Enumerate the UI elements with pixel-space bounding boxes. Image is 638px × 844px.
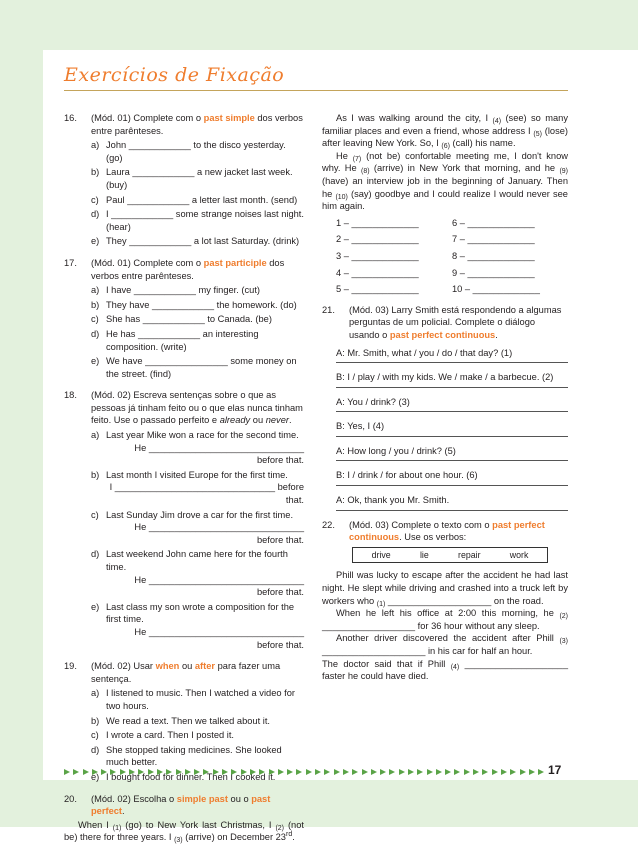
exercise-18 <box>64 389 304 651</box>
list-item <box>91 601 304 651</box>
arrow-icon <box>110 769 116 775</box>
arrow-icon <box>399 769 405 775</box>
exercise-21 <box>322 304 568 342</box>
title-rule <box>64 90 568 91</box>
answer-line <box>336 436 568 437</box>
story-text: (say) goodbye and I could realize I would never see him again. <box>322 188 568 212</box>
story-text: (arrive) in New York that morning, and he <box>369 163 560 174</box>
arrow-icon <box>520 769 526 775</box>
prompt-highlight: past perfect continuous <box>349 519 545 543</box>
item-text: Last month I visited Europe for the first time. <box>106 469 288 480</box>
story-text: __________________ for 36 hour without any sleep. <box>322 620 540 631</box>
exercise-number: 18. <box>64 390 77 401</box>
list-item <box>91 313 304 326</box>
exercise-20 <box>64 793 304 818</box>
arrow-icon <box>380 769 386 775</box>
list-item <box>91 328 304 353</box>
story-text: Another driver discovered the accident after Phill <box>336 633 560 644</box>
story-paragraph <box>322 658 568 683</box>
story-text: (call) his name. <box>449 138 516 149</box>
dialogue-line: A: Mr. Smith, what / you / do / that day? (1) <box>336 347 513 358</box>
prompt-highlight: simple past <box>176 793 228 804</box>
arrow-icon <box>334 769 340 775</box>
list-item <box>91 548 304 598</box>
list-item <box>91 687 304 712</box>
prompt-text: . Use os verbos: <box>399 532 467 543</box>
answer-blank: 8 – _____________ <box>452 250 535 261</box>
answer-blanks <box>336 217 568 296</box>
blank-number: (4) <box>492 118 502 125</box>
blank-number: (6) <box>441 143 450 151</box>
item-letter: a) <box>91 430 100 441</box>
item-text: I bought food for dinner. Then I cooked it. <box>106 771 276 782</box>
exercise-number: 22. <box>322 519 335 530</box>
item-letter: e) <box>91 771 100 782</box>
arrow-icon <box>501 769 507 775</box>
answer-line <box>336 485 568 486</box>
arrow-icon <box>185 769 191 775</box>
item-letter: d) <box>91 209 100 220</box>
prompt-text: ou o <box>227 793 252 804</box>
item-text: We read a text. Then we talked about it. <box>106 715 270 726</box>
answer-blank: 1 – _____________ <box>336 217 419 228</box>
prompt-text: . <box>495 329 498 340</box>
list-item <box>91 299 304 312</box>
story-text: ____________________ faster he could have died. <box>322 658 568 682</box>
blank-number: (1) <box>376 600 386 608</box>
answer-line: He ______________________________ before that. <box>134 522 304 545</box>
arrow-icon <box>83 769 89 775</box>
blank-number: (4) <box>450 663 460 671</box>
arrow-icon <box>148 769 154 775</box>
prompt-text: (Mód. 03) Larry Smith está respondendo a algumas perguntas de um policial. Complete o diálogo usando o <box>349 304 562 340</box>
list-item <box>91 208 304 233</box>
story-paragraph <box>322 150 568 213</box>
answer-blank: 6 – _____________ <box>452 217 535 228</box>
story-text: As I was walking around the city, I <box>336 113 493 123</box>
story-paragraph <box>322 112 568 150</box>
word-bank-item: repair <box>458 549 481 560</box>
word-bank-item: drive <box>371 549 391 560</box>
item-list <box>91 139 304 248</box>
answer-line <box>336 460 568 461</box>
prompt-text: (Mód. 02) Escreva sentenças sobre o que as pessoas já tinham feito ou o que elas nunca tinham feito. Use o passado perfeito e <box>91 390 303 426</box>
arrow-icon <box>250 769 256 775</box>
section-title: Exercícios de Fixação <box>64 64 285 86</box>
list-item <box>91 715 304 728</box>
blank-number: (3) <box>174 837 183 844</box>
item-text: Last class my son wrote a composition for the first time. <box>106 601 295 625</box>
item-text: John ____________ to the disco yesterday. (go) <box>106 140 286 163</box>
exercise-prompt <box>91 389 304 427</box>
item-text: She has ____________ to Canada. (be) <box>106 314 272 325</box>
arrow-icon <box>306 769 312 775</box>
list-item <box>91 509 304 547</box>
item-text: He has ____________ an interesting composition. (write) <box>106 328 259 352</box>
prompt-highlight: past simple <box>203 113 255 123</box>
item-text: We have ________________ some money on the street. (find) <box>106 356 297 379</box>
list-item <box>91 744 304 769</box>
story-text: When he left his office at 2:00 this morning, he <box>336 608 560 619</box>
item-letter: a) <box>91 285 100 296</box>
right-column <box>322 112 568 683</box>
list-item <box>91 139 304 164</box>
arrow-icon <box>352 769 358 775</box>
arrow-icon <box>436 769 442 775</box>
ordinal-suffix: rd <box>285 831 293 839</box>
page-number: 17 <box>548 763 562 777</box>
list-item <box>91 469 304 507</box>
answer-line: I _______________________________ before that. <box>109 482 304 506</box>
arrow-icon <box>259 769 265 775</box>
item-text: Last year Mike won a race for the second time. <box>106 430 299 441</box>
prompt-text: . <box>288 415 292 426</box>
arrow-icon <box>278 769 284 775</box>
blank-number: (3) <box>559 638 568 646</box>
list-item <box>91 284 304 297</box>
answer-blank: 4 – _____________ <box>336 267 419 278</box>
list-item <box>91 194 304 207</box>
left-column <box>64 112 304 844</box>
item-text: Laura ____________ a new jacket last week. (buy) <box>106 167 293 190</box>
arrow-icon <box>166 769 172 775</box>
arrow-icon <box>464 769 470 775</box>
item-text: I ____________ some strange noises last night. (hear) <box>106 209 304 232</box>
prompt-text: (Mód. 01) Complete com o <box>91 113 204 123</box>
answer-blank: 5 – _____________ <box>336 284 419 295</box>
item-letter: d) <box>91 328 100 339</box>
left-margin-band <box>0 0 43 827</box>
prompt-italic: never <box>265 415 289 426</box>
story-text: Phill was lucky to escape after the accident he had last night. He slept while driving and crashed into a truck left by workers who <box>322 570 568 606</box>
exercise-prompt <box>349 304 568 342</box>
blank-number: (8) <box>360 168 370 176</box>
arrow-icon <box>529 769 535 775</box>
exercise-number: 19. <box>64 661 77 672</box>
exercise-number: 21. <box>322 304 335 315</box>
answer-blank: 10 – _____________ <box>452 284 540 295</box>
answer-line: He ______________________________ before that. <box>134 626 304 650</box>
answer-blank: 9 – _____________ <box>452 267 535 278</box>
word-bank <box>352 547 548 564</box>
arrow-icon <box>129 769 135 775</box>
arrow-icon <box>427 769 433 775</box>
item-text: I wrote a card. Then I posted it. <box>106 730 234 741</box>
word-bank-item: lie <box>419 549 429 560</box>
answer-line <box>336 510 568 511</box>
list-item <box>91 166 304 191</box>
dialogue-line: B: I / drink / for about one hour. (6) <box>336 470 478 481</box>
arrow-icon <box>389 769 395 775</box>
dialogue <box>336 347 568 511</box>
arrow-icon <box>64 769 70 775</box>
list-item <box>91 235 304 248</box>
story-paragraph <box>322 632 568 657</box>
prompt-text: para fazer uma sentença. <box>91 661 281 684</box>
story-text: (go) to New York last Christmas, I <box>121 819 276 830</box>
prompt-text: ou <box>250 415 266 426</box>
arrow-icon <box>73 769 79 775</box>
arrow-icon <box>445 769 451 775</box>
arrow-icon <box>101 769 107 775</box>
item-text: I have ____________ my finger. (cut) <box>106 285 261 296</box>
prompt-text: dos verbos entre parênteses. <box>91 113 303 136</box>
item-text: I listened to music. Then I watched a video for two hours. <box>106 688 295 711</box>
item-letter: e) <box>91 236 100 247</box>
item-letter: d) <box>91 744 100 755</box>
list-item <box>91 729 304 742</box>
story-text: (see) so many familiar places and even a friend, whose address I <box>322 113 568 136</box>
item-letter: d) <box>91 549 100 560</box>
prompt-highlight: when <box>155 661 180 672</box>
blank-number: (2) <box>559 613 568 621</box>
arrow-icon <box>213 769 219 775</box>
item-letter: a) <box>91 140 100 151</box>
blank-number: (9) <box>559 168 568 176</box>
dialogue-line: B: I / play / with my kids. We / make / a barbecue. (2) <box>336 372 554 383</box>
arrow-icon <box>176 769 182 775</box>
item-text: They ____________ a lot last Saturday. (drink) <box>106 236 300 247</box>
answer-line: He ______________________________ before that. <box>134 574 304 598</box>
story-text: The doctor said that if Phill <box>322 658 451 669</box>
blank-number: (10) <box>335 193 348 201</box>
exercise-number: 16. <box>64 113 77 123</box>
item-letter: b) <box>91 469 100 480</box>
dialogue-line: A: Ok, thank you Mr. Smith. <box>336 495 450 506</box>
arrow-icon <box>157 769 163 775</box>
arrow-icon <box>510 769 516 775</box>
arrow-icon <box>482 769 488 775</box>
item-text: Paul ____________ a letter last month. (send) <box>106 194 298 205</box>
arrow-icon <box>343 769 349 775</box>
exercise-19 <box>64 660 304 783</box>
answer-line <box>336 387 568 388</box>
item-letter: c) <box>91 730 99 741</box>
item-letter: c) <box>91 509 99 520</box>
prompt-text: (Mód. 03) Complete o texto com o <box>349 519 493 530</box>
arrow-icon <box>473 769 479 775</box>
story-text: . <box>292 832 295 843</box>
story-text: ____________________ in his car for half an hour. <box>322 646 533 656</box>
story-text: When I <box>78 819 113 830</box>
answer-line <box>336 411 568 412</box>
arrow-icon <box>324 769 330 775</box>
item-list <box>91 429 304 651</box>
item-letter: e) <box>91 356 100 367</box>
dialogue-line: A: How long / you / drink? (5) <box>336 445 456 456</box>
arrow-icon <box>287 769 293 775</box>
answer-line <box>336 362 568 363</box>
prompt-highlight: after <box>194 661 216 672</box>
prompt-text: . <box>122 806 125 817</box>
blank-number: (2) <box>275 824 284 832</box>
exercise-22 <box>322 519 568 544</box>
prompt-text: (Mód. 01) Complete com o <box>91 257 204 268</box>
arrow-icon <box>269 769 275 775</box>
exercise-17 <box>64 257 304 380</box>
story-text: He <box>336 150 353 161</box>
item-letter: c) <box>91 194 99 205</box>
item-text: Last weekend John came here for the fourth time. <box>106 549 288 572</box>
exercise-prompt <box>91 660 304 685</box>
blank-number: (7) <box>352 155 362 163</box>
item-letter: b) <box>91 715 100 726</box>
prompt-text: ou <box>179 661 195 672</box>
item-letter: b) <box>91 299 100 310</box>
item-text: She stopped taking medicines. She looked much better. <box>106 744 282 768</box>
exercise-prompt <box>349 519 568 544</box>
arrow-icon <box>92 769 98 775</box>
list-item <box>91 429 304 467</box>
story-text: (not be) confortable meeting me, I don't know why. He <box>322 150 568 174</box>
answer-blank: 7 – _____________ <box>452 234 535 245</box>
arrow-icon <box>241 769 247 775</box>
exercise-prompt <box>91 257 304 282</box>
prompt-highlight: past perfect continuous <box>389 329 496 340</box>
exercise-number: 20. <box>64 793 77 804</box>
item-letter: a) <box>91 688 100 699</box>
prompt-text: (Mód. 02) Escolha o <box>91 793 177 804</box>
arrow-icon <box>315 769 321 775</box>
story-text: (arrive) on December 23 <box>182 832 286 843</box>
story-text: (have) an interview job in the beginning of January. Then he <box>322 175 568 199</box>
story-paragraph <box>322 607 568 632</box>
prompt-italic: already <box>219 415 251 426</box>
prompt-highlight: past participle <box>203 257 267 268</box>
arrow-icon <box>538 769 544 775</box>
word-bank-item: work <box>509 549 529 560</box>
exercise-prompt <box>91 112 304 137</box>
item-text: They have ____________ the homework. (do) <box>106 299 297 310</box>
arrow-icon <box>408 769 414 775</box>
arrow-icon <box>231 769 237 775</box>
story-paragraph <box>64 819 304 844</box>
story-text: (lose) after leaving New York. So, I <box>322 125 568 149</box>
dialogue-line: A: You / drink? (3) <box>336 396 410 407</box>
arrow-icon <box>138 769 144 775</box>
exercise-prompt <box>91 793 304 818</box>
arrow-icon <box>371 769 377 775</box>
answer-blank: 2 – _____________ <box>336 234 419 245</box>
arrow-icon <box>194 769 200 775</box>
answer-blank: 3 – _____________ <box>336 250 419 261</box>
prompt-text: (Mód. 02) Usar <box>91 661 156 672</box>
item-letter: b) <box>91 167 100 178</box>
dialogue-line: B: Yes, I (4) <box>336 421 385 432</box>
list-item <box>91 355 304 380</box>
prompt-highlight: past perfect <box>91 793 271 817</box>
blank-number: (1) <box>112 824 122 832</box>
arrow-icon <box>362 769 368 775</box>
arrow-icon <box>203 769 209 775</box>
story-text: ____________________ on the road. <box>385 595 544 606</box>
arrow-icon <box>454 769 460 775</box>
arrow-icon <box>120 769 126 775</box>
story-text: (not be) there for three years. I <box>64 819 304 843</box>
exercise-16 <box>64 112 304 248</box>
item-text: Last Sunday Jim drove a car for the first time. <box>106 509 294 520</box>
top-margin-band <box>0 0 638 50</box>
arrow-icon <box>492 769 498 775</box>
answer-line: He ______________________________ before that. <box>134 442 304 466</box>
item-letter: c) <box>91 314 99 325</box>
story-paragraph <box>322 569 568 607</box>
blank-number: (5) <box>533 130 542 138</box>
item-list <box>91 284 304 380</box>
item-letter: e) <box>91 601 100 612</box>
prompt-text: dos verbos entre parênteses. <box>91 257 285 281</box>
exercise-number: 17. <box>64 257 77 268</box>
arrow-icon <box>417 769 423 775</box>
arrow-icon <box>296 769 302 775</box>
arrow-icon <box>222 769 228 775</box>
footer-arrow-row <box>64 769 547 775</box>
